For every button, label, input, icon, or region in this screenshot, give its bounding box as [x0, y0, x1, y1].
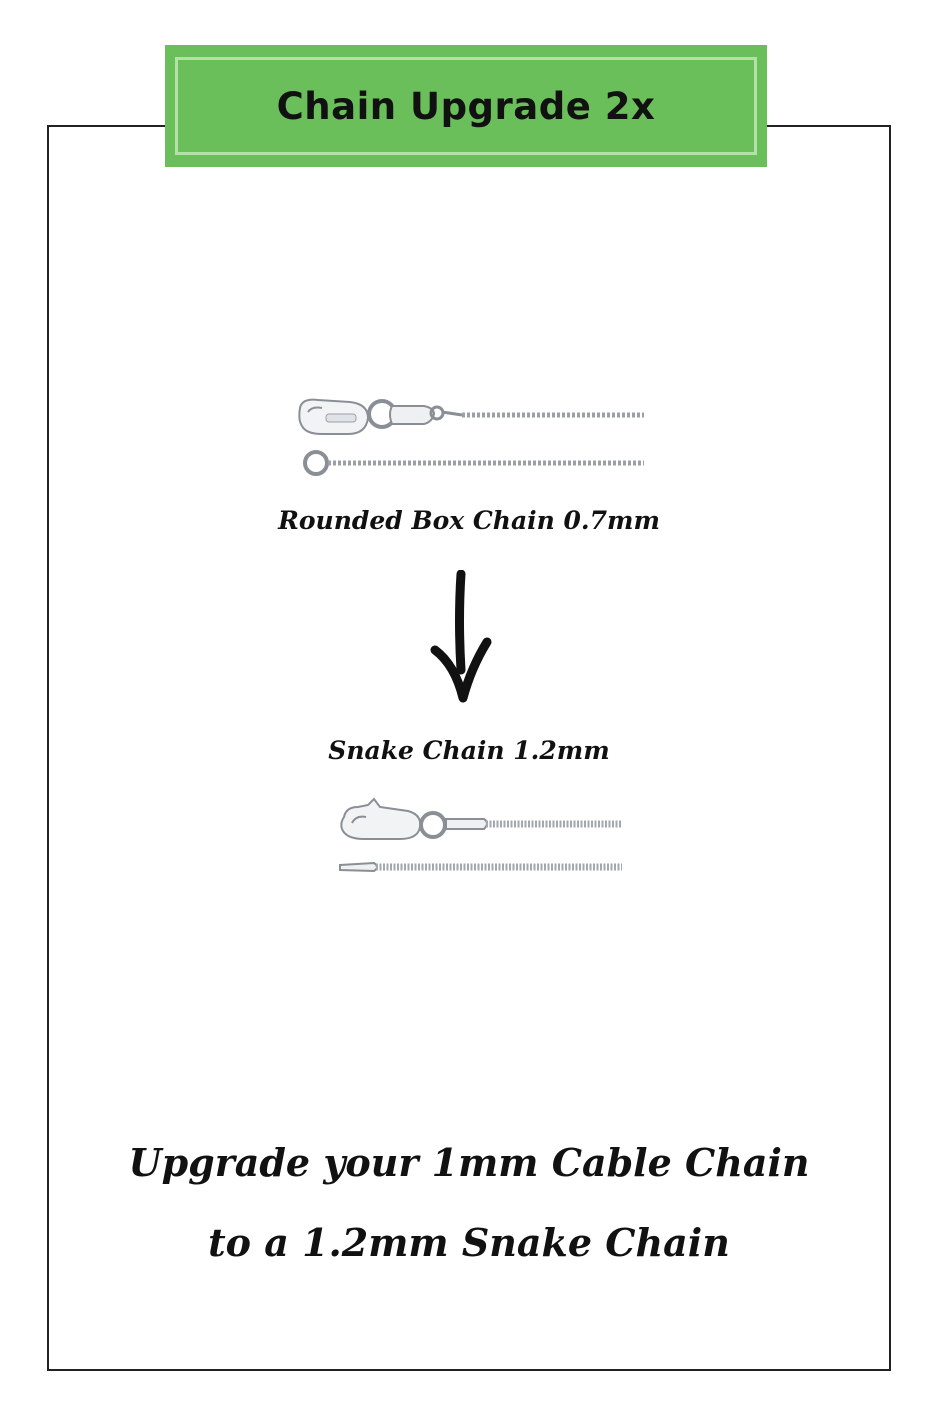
- footer-line-2: to a 1.2mm Snake Chain: [208, 1220, 730, 1265]
- title-banner-inner-border: [175, 57, 757, 155]
- title-banner: [165, 45, 767, 167]
- footer-line-1: Upgrade your 1mm Cable Chain: [128, 1140, 810, 1185]
- page-title: Chain Upgrade 2x: [276, 84, 656, 128]
- to-chain-label: Snake Chain 1.2mm: [328, 736, 610, 765]
- down-arrow-icon: [425, 570, 505, 705]
- from-chain-label: Rounded Box Chain 0.7mm: [278, 506, 660, 535]
- snake-chain-image: [334, 795, 626, 879]
- rounded-box-chain-image: [292, 392, 648, 482]
